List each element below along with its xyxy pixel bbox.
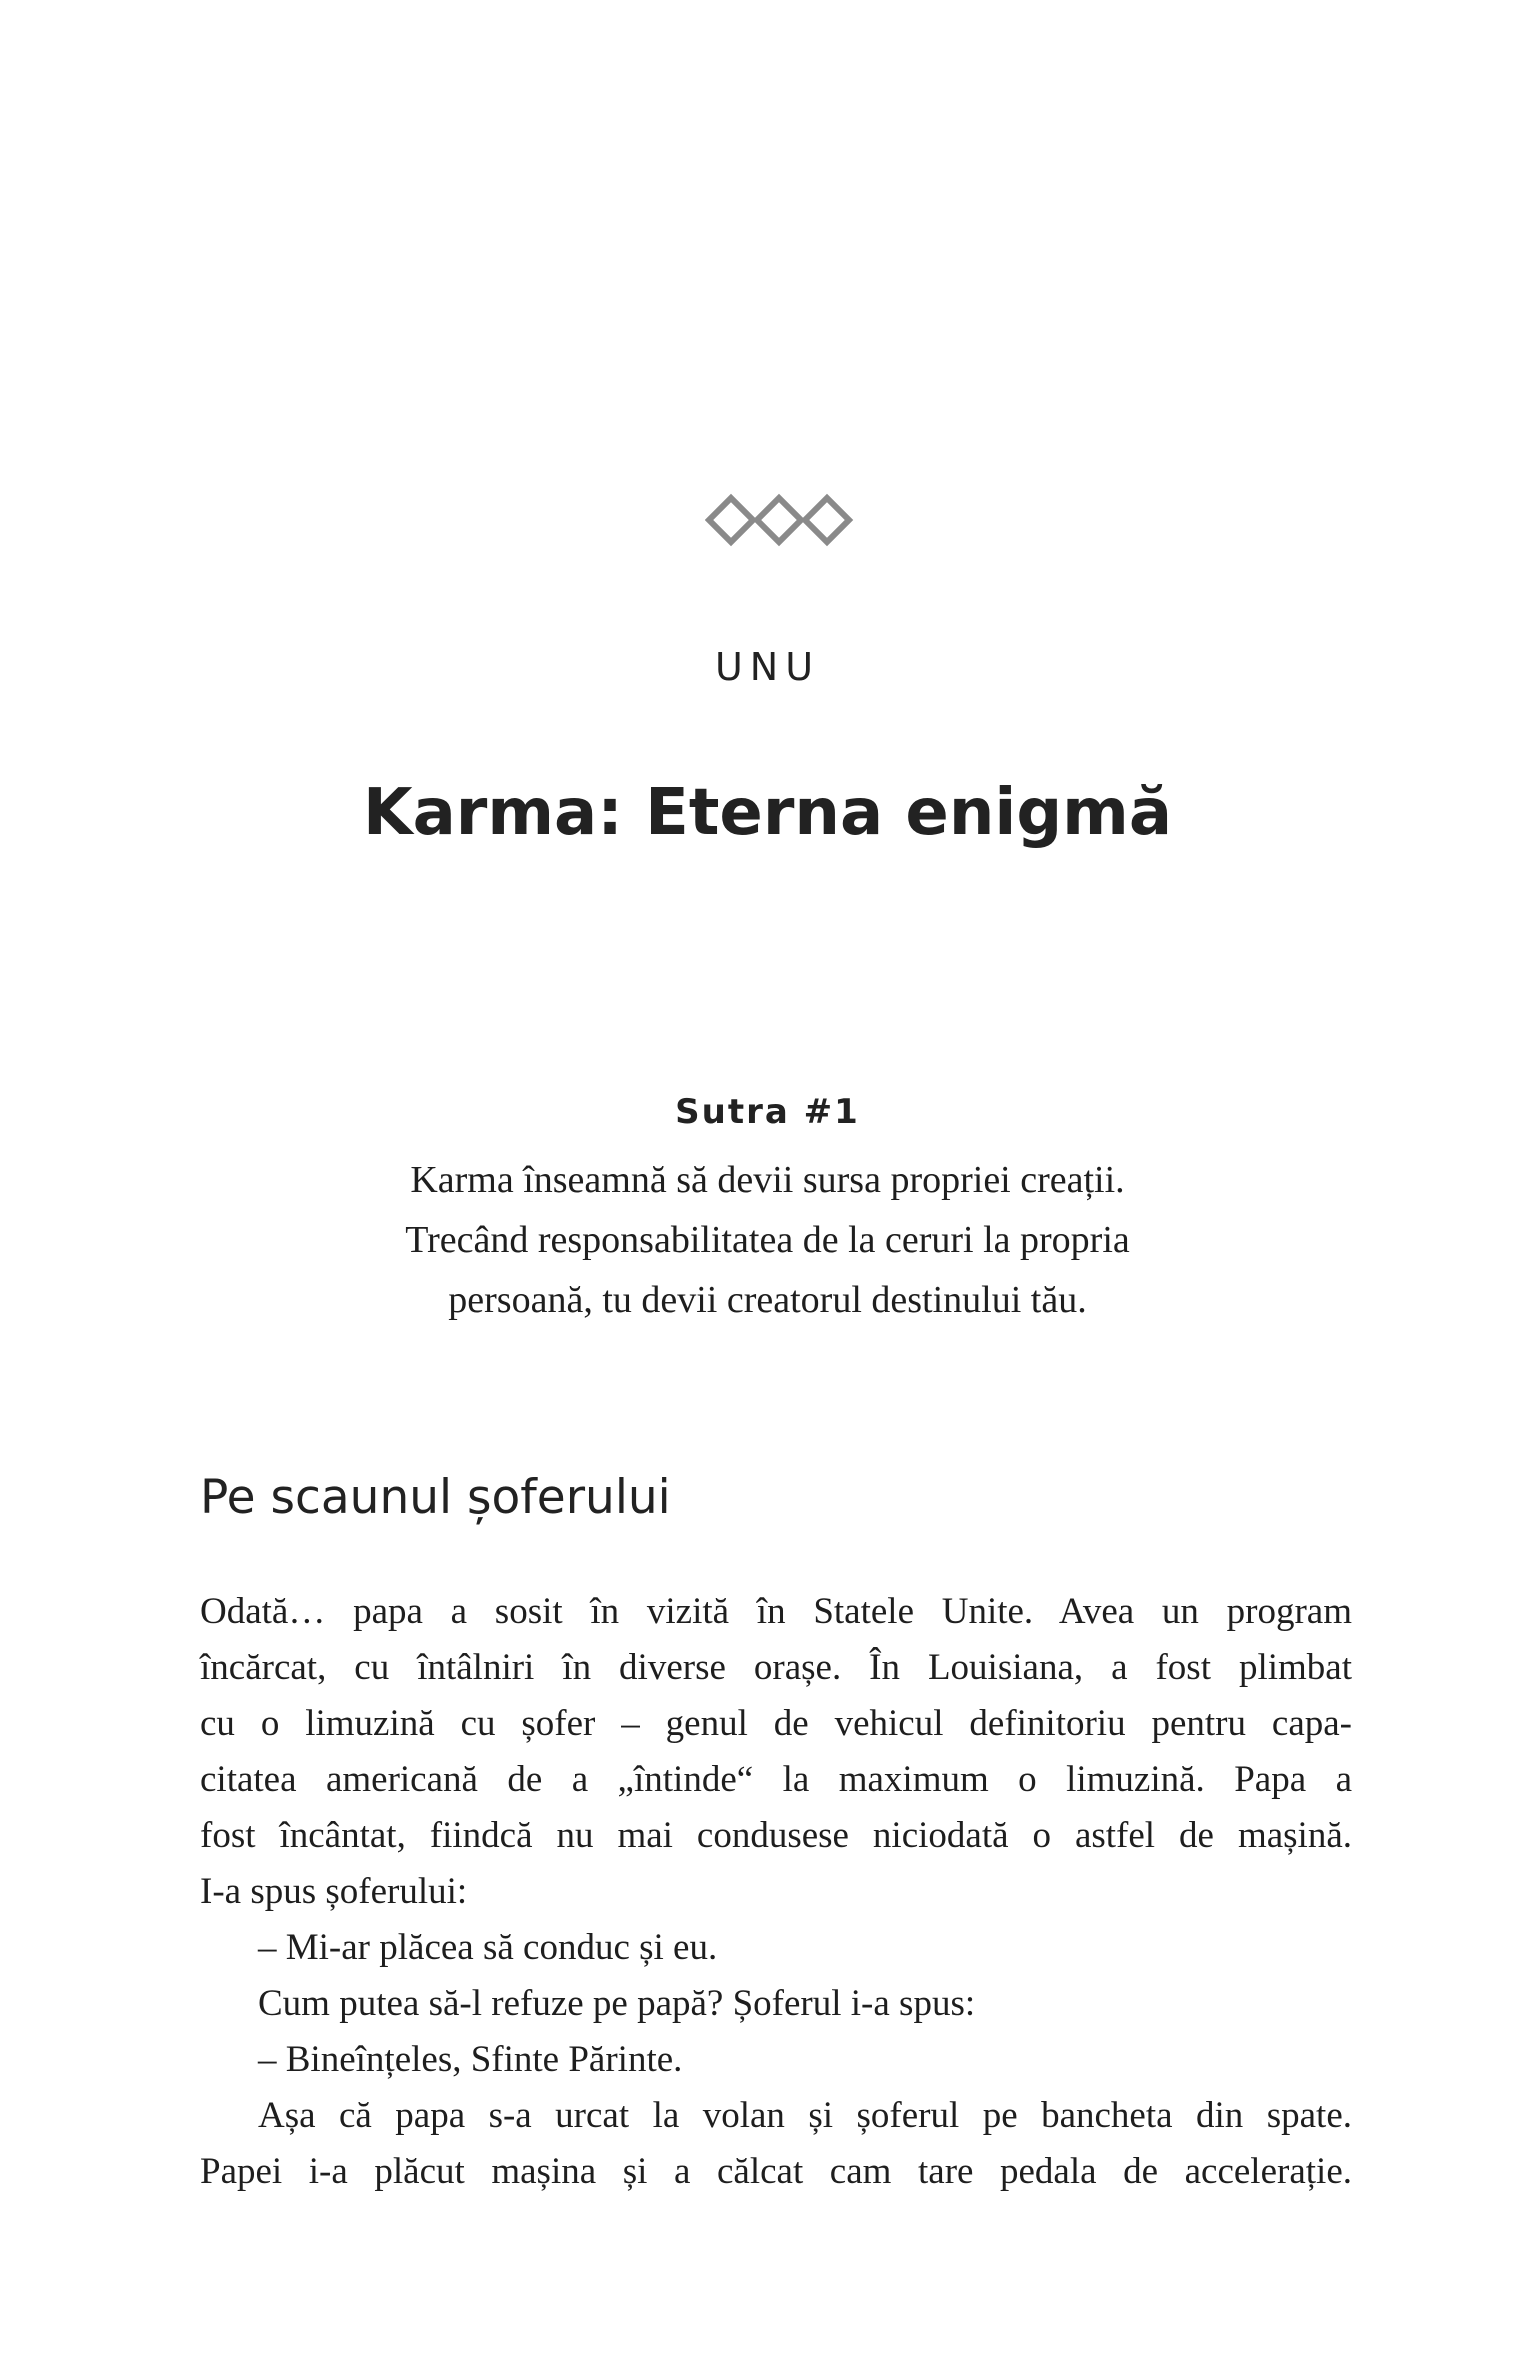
three-diamonds-ornament-icon [705,493,855,547]
body-text [200,1584,1352,2200]
sutra-label: Sutra #1 [675,1092,860,1132]
body-line: – Mi-ar plăcea să conduc și eu. [258,1927,718,1968]
sutra-text [0,1150,1535,1330]
section-heading: Pe scaunul șoferului [200,1470,671,1525]
body-line: Așa că papa s-a urcat la volan și șoferul pe bancheta din spate. [258,2095,1352,2136]
body-line: fost încântat, fiindcă nu mai condusese niciodată o astfel de mașină. [200,1815,1352,1856]
body-line: Odată… papa a sosit în vizită în Statele Unite. Avea un program [200,1591,1352,1632]
body-line: cu o limuzină cu șofer – genul de vehicul definitoriu pentru capa- [200,1703,1352,1744]
body-line: citatea americană de a „întinde“ la maximum o limuzină. Papa a [200,1759,1352,1800]
body-line: încărcat, cu întâlniri în diverse orașe. În Louisiana, a fost plimbat [200,1647,1352,1688]
chapter-number: UNU [714,645,821,689]
body-line: I-a spus șoferului: [200,1871,468,1912]
sutra-line: Karma înseamnă să devii sursa propriei creații. [410,1159,1125,1201]
body-line: Cum putea să-l refuze pe papă? Șoferul i-a spus: [258,1983,976,2024]
sutra-line: persoană, tu devii creatorul destinului tău. [448,1279,1087,1321]
sutra-line: Trecând responsabilitatea de la ceruri la propria [405,1219,1130,1261]
chapter-title: Karma: Eterna enigmă [363,776,1172,850]
body-line: Papei i-a plăcut mașina și a călcat cam tare pedala de accelerație. [200,2151,1352,2192]
body-line: – Bineînțeles, Sfinte Părinte. [258,2039,683,2080]
